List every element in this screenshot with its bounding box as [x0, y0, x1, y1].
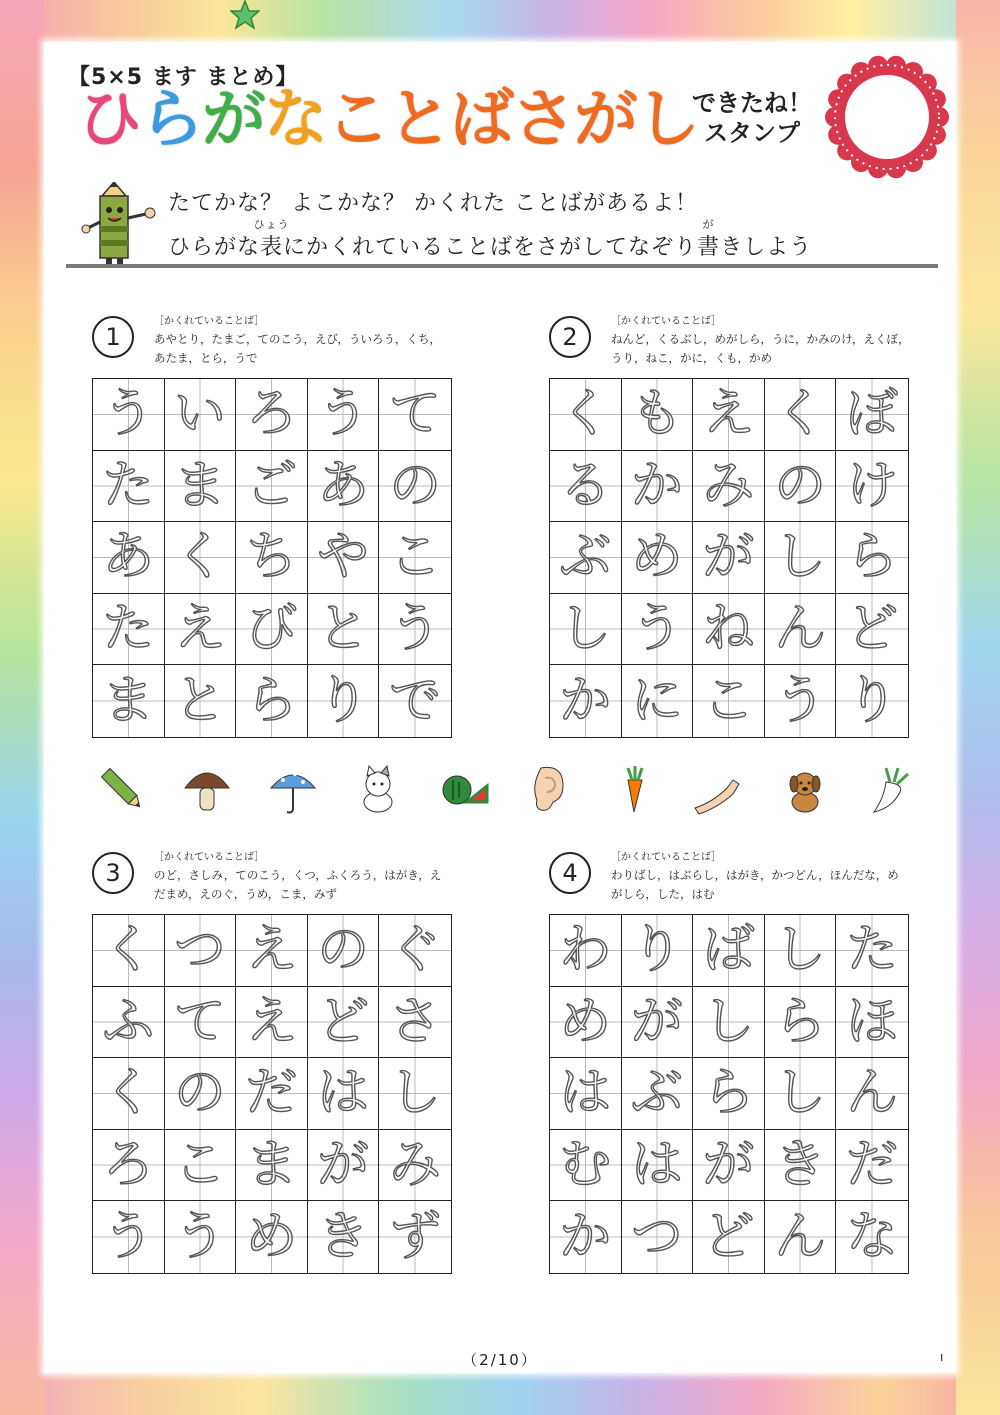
tracing-letter: ん: [774, 1207, 827, 1268]
frame-right: [956, 0, 1000, 1415]
tracing-letter: み: [389, 1135, 442, 1196]
grid-cell: [765, 987, 837, 1059]
tracing-letter: や: [317, 527, 370, 588]
watermelon-icon: [437, 762, 489, 816]
tracing-letter: た: [102, 599, 155, 660]
grid-cell: [622, 1058, 694, 1130]
grid-cell: [836, 379, 908, 451]
grid-cell: [693, 594, 765, 666]
grid-cell: [236, 522, 308, 594]
letter-grid: [92, 378, 452, 738]
grid-cell: [765, 522, 837, 594]
illustration-row: [96, 762, 916, 818]
grid-cell: [765, 1058, 837, 1130]
title-char-ra: ら: [140, 83, 202, 157]
grid-cell: [236, 915, 308, 987]
grid-cell: [379, 1201, 451, 1273]
grid-cell: [693, 451, 765, 523]
grid-cell: [165, 665, 237, 737]
ruby-ga-base: 書: [697, 235, 721, 260]
stamp-label-line2: スタンプ: [704, 119, 800, 147]
tracing-letter: ま: [173, 455, 226, 516]
grid-cell: [308, 987, 380, 1059]
grid-cell: [236, 379, 308, 451]
grid-cell: [165, 451, 237, 523]
tracing-letter: と: [173, 671, 226, 732]
grid-cell: [93, 1058, 165, 1130]
grid-cell: [308, 1201, 380, 1273]
tracing-letter: し: [774, 920, 827, 981]
tracing-letter: さ: [389, 991, 442, 1052]
grid-cell: [622, 1130, 694, 1202]
tracing-letter: ど: [846, 599, 899, 660]
grid-cell: [550, 665, 622, 737]
tracing-letter: ん: [846, 1063, 899, 1124]
tracing-letter: ら: [846, 527, 899, 588]
grid-cell: [165, 987, 237, 1059]
tracing-letter: し: [559, 599, 612, 660]
hidden-words-label: ［かくれていることば］: [611, 316, 722, 327]
grid-cell: [693, 1058, 765, 1130]
grid-cell: [693, 1201, 765, 1273]
instruction-part-c: きしよう: [720, 235, 813, 260]
grid-cell: [165, 1130, 237, 1202]
grid-cell: [765, 1130, 837, 1202]
grid-cell: [308, 522, 380, 594]
tracing-letter: う: [102, 1207, 155, 1268]
grid-cell: [93, 1201, 165, 1273]
tracing-letter: が: [702, 527, 755, 588]
grid-cell: [236, 594, 308, 666]
letter-grid: [92, 914, 452, 1274]
tracing-letter: ろ: [245, 384, 298, 445]
grid-cell: [93, 451, 165, 523]
ear-icon: [523, 762, 575, 816]
grid-cell: [308, 1130, 380, 1202]
grid-cell: [622, 1201, 694, 1273]
tracing-letter: る: [559, 455, 612, 516]
mushroom-icon: [181, 762, 233, 816]
grid-cell: [693, 1130, 765, 1202]
ruby-ga: [697, 218, 721, 261]
tracing-letter: り: [630, 920, 683, 981]
tracing-letter: で: [389, 671, 442, 732]
grid-cell: [693, 915, 765, 987]
tracing-letter: つ: [173, 920, 226, 981]
grid-cell: [308, 665, 380, 737]
tracing-letter: て: [389, 384, 442, 445]
hidden-words-label: ［かくれていることば］: [154, 852, 265, 863]
tracing-letter: わ: [559, 920, 612, 981]
tracing-letter: き: [317, 1207, 370, 1268]
grid-cell: [379, 451, 451, 523]
grid-cell: [379, 1130, 451, 1202]
tracing-letter: む: [559, 1135, 612, 1196]
tracing-letter: え: [173, 599, 226, 660]
umbrella-icon: [267, 762, 319, 816]
ruby-hyou-reading: ひょう: [253, 218, 290, 231]
title-rest: ことばさがし: [326, 83, 698, 157]
star-icon: [230, 0, 260, 30]
grid-cell: [550, 451, 622, 523]
daikon-icon: [864, 762, 916, 816]
grid-cell: [765, 1201, 837, 1273]
grid-cell: [550, 1058, 622, 1130]
dog-icon: [779, 762, 831, 816]
grid-cell: [693, 665, 765, 737]
tracing-letter: り: [317, 671, 370, 732]
grid-cell: [379, 987, 451, 1059]
grid-cell: [93, 987, 165, 1059]
grid-cell: [236, 1201, 308, 1273]
hidden-words-line-2: がしら，した，はむ: [611, 887, 715, 901]
grid-cell: [308, 379, 380, 451]
grid-cell: [693, 522, 765, 594]
grid-cell: [379, 1058, 451, 1130]
tracing-letter: の: [173, 1063, 226, 1124]
grid-cell: [765, 665, 837, 737]
tracing-letter: ん: [774, 599, 827, 660]
page-number: （2/10）: [462, 1351, 538, 1369]
tracing-letter: て: [173, 991, 226, 1052]
tracing-letter: ば: [702, 920, 755, 981]
tracing-letter: う: [102, 384, 155, 445]
puzzle-number: 2: [549, 316, 591, 358]
grid-cell: [836, 1201, 908, 1273]
tracing-letter: な: [846, 1207, 899, 1268]
tracing-letter: だ: [846, 1135, 899, 1196]
grid-cell: [165, 1201, 237, 1273]
tracing-letter: い: [173, 384, 226, 445]
tracing-letter: う: [774, 671, 827, 732]
tracing-letter: は: [317, 1063, 370, 1124]
grid-cell: [165, 1058, 237, 1130]
hidden-words-list: [154, 866, 454, 904]
tracing-letter: ど: [702, 1207, 755, 1268]
grid-cell: [308, 594, 380, 666]
tracing-letter: し: [389, 1063, 442, 1124]
carrot-icon: [608, 762, 660, 816]
tracing-letter: く: [559, 384, 612, 445]
tracing-letter: く: [102, 920, 155, 981]
tracing-letter: う: [389, 599, 442, 660]
worksheet-subtitle: 【5×5 ます まとめ】: [68, 65, 299, 90]
grid-cell: [550, 379, 622, 451]
tracing-letter: え: [245, 920, 298, 981]
pencil-icon: [96, 762, 148, 816]
grid-cell: [165, 594, 237, 666]
grid-cell: [93, 1130, 165, 1202]
instruction-line-1: たてかな？ よこかな？ かくれた ことばがあるよ！: [168, 191, 698, 216]
hidden-words-line-1: あやとり，たまご，てのこう，えび，ういろう，くち，: [154, 332, 442, 346]
grid-cell: [379, 915, 451, 987]
grid-cell: [550, 522, 622, 594]
tracing-letter: う: [173, 1207, 226, 1268]
grid-cell: [93, 665, 165, 737]
tracing-letter: ぼ: [846, 384, 899, 445]
grid-cell: [379, 594, 451, 666]
tracing-letter: こ: [702, 671, 755, 732]
grid-cell: [693, 379, 765, 451]
tracing-letter: か: [559, 671, 612, 732]
hidden-words-line-1: のど，さしみ，てのこう，くつ，ふくろう，はがき，え: [154, 868, 442, 882]
tracing-letter: り: [846, 671, 899, 732]
tracing-letter: の: [774, 455, 827, 516]
frame-left: [0, 0, 44, 1415]
worksheet-title: [78, 83, 698, 157]
grid-cell: [622, 987, 694, 1059]
stamp-label: [692, 88, 812, 148]
hidden-words-list: [611, 866, 911, 904]
tracing-letter: こ: [173, 1135, 226, 1196]
tracing-letter: ぶ: [630, 1063, 683, 1124]
grid-cell: [236, 1058, 308, 1130]
grid-cell: [93, 379, 165, 451]
title-char-ga: が: [202, 83, 264, 157]
frame-bottom: [0, 1373, 1000, 1415]
grid-cell: [693, 987, 765, 1059]
grid-cell: [308, 1058, 380, 1130]
grid-cell: [236, 1130, 308, 1202]
grid-cell: [836, 594, 908, 666]
tracing-letter: こ: [389, 527, 442, 588]
grid-cell: [550, 987, 622, 1059]
grid-cell: [236, 987, 308, 1059]
tracing-letter: う: [317, 384, 370, 445]
grid-cell: [308, 451, 380, 523]
grid-cell: [550, 1130, 622, 1202]
tracing-letter: あ: [317, 455, 370, 516]
grid-cell: [622, 594, 694, 666]
tracing-letter: た: [846, 920, 899, 981]
tracing-letter: が: [630, 991, 683, 1052]
tracing-letter: け: [846, 455, 899, 516]
tracing-letter: ろ: [102, 1135, 155, 1196]
tracing-letter: し: [702, 991, 755, 1052]
tracing-letter: く: [173, 527, 226, 588]
grid-cell: [236, 451, 308, 523]
tracing-letter: ぐ: [389, 920, 442, 981]
tracing-letter: ほ: [846, 991, 899, 1052]
hidden-words-label: ［かくれていることば］: [154, 316, 265, 327]
tracing-letter: う: [630, 599, 683, 660]
grid-cell: [765, 594, 837, 666]
grid-cell: [836, 1130, 908, 1202]
arm-icon: [693, 762, 745, 816]
cat-icon: [352, 762, 404, 816]
grid-cell: [836, 1058, 908, 1130]
grid-cell: [836, 451, 908, 523]
tracing-letter: は: [630, 1135, 683, 1196]
tracing-letter: が: [317, 1135, 370, 1196]
hidden-words-label: ［かくれていることば］: [611, 852, 722, 863]
grid-cell: [550, 594, 622, 666]
tracing-letter: ま: [245, 1135, 298, 1196]
pencil-mascot-icon: [80, 182, 164, 272]
stamp-badge-icon: [822, 52, 952, 182]
tracing-letter: つ: [630, 1207, 683, 1268]
grid-cell: [836, 987, 908, 1059]
puzzle-number: 4: [549, 852, 591, 894]
corner-mark: ı: [940, 1350, 944, 1364]
tracing-letter: め: [245, 1207, 298, 1268]
title-char-hi: ひ: [78, 83, 140, 157]
tracing-letter: ぶ: [559, 527, 612, 588]
grid-cell: [93, 915, 165, 987]
grid-cell: [836, 665, 908, 737]
ruby-ga-reading: が: [702, 218, 715, 231]
grid-cell: [165, 915, 237, 987]
hidden-words-list: [154, 330, 454, 368]
tracing-letter: あ: [102, 527, 155, 588]
instruction-part-b: にかくれていることばをさがしてなぞり: [283, 235, 698, 260]
tracing-letter: の: [317, 920, 370, 981]
tracing-letter: ま: [102, 671, 155, 732]
tracing-letter: め: [559, 991, 612, 1052]
letter-grid: [549, 378, 909, 738]
grid-cell: [379, 665, 451, 737]
grid-cell: [836, 522, 908, 594]
grid-cell: [622, 451, 694, 523]
tracing-letter: く: [774, 384, 827, 445]
ruby-hyou: [253, 218, 290, 261]
tracing-letter: く: [102, 1063, 155, 1124]
tracing-letter: ね: [702, 599, 755, 660]
grid-cell: [93, 522, 165, 594]
grid-cell: [165, 379, 237, 451]
hidden-words-line-2: あたま，とら，うで: [154, 351, 258, 365]
grid-cell: [622, 665, 694, 737]
grid-cell: [165, 522, 237, 594]
tracing-letter: ち: [245, 527, 298, 588]
grid-cell: [765, 451, 837, 523]
grid-cell: [836, 915, 908, 987]
tracing-letter: も: [630, 384, 683, 445]
tracing-letter: ら: [702, 1063, 755, 1124]
tracing-letter: き: [774, 1135, 827, 1196]
grid-cell: [308, 915, 380, 987]
tracing-letter: は: [559, 1063, 612, 1124]
tracing-letter: ふ: [102, 991, 155, 1052]
tracing-letter: め: [630, 527, 683, 588]
tracing-letter: み: [702, 455, 755, 516]
tracing-letter: ご: [245, 455, 298, 516]
tracing-letter: え: [702, 384, 755, 445]
tracing-letter: に: [630, 671, 683, 732]
tracing-letter: し: [774, 527, 827, 588]
tracing-letter: ら: [774, 991, 827, 1052]
tracing-letter: の: [389, 455, 442, 516]
hidden-words-line-2: うり，ねこ，かに，くも，かめ: [611, 351, 772, 365]
grid-cell: [93, 594, 165, 666]
tracing-letter: か: [559, 1207, 612, 1268]
grid-cell: [379, 522, 451, 594]
hidden-words-list: [611, 330, 911, 368]
stamp-label-line1: できたね！: [692, 89, 812, 117]
frame-top: [0, 0, 1000, 42]
grid-cell: [622, 522, 694, 594]
grid-cell: [550, 1201, 622, 1273]
instruction-part-a: ひらがな: [168, 235, 261, 260]
tracing-letter: ず: [389, 1207, 442, 1268]
instruction-line-2: [168, 218, 813, 261]
title-char-na: な: [264, 83, 326, 157]
grid-cell: [622, 915, 694, 987]
divider-rule: [66, 264, 938, 268]
tracing-letter: び: [245, 599, 298, 660]
hidden-words-line-1: ねんど，くるぶし，めがしら，うに，かみのけ，えくぼ，: [611, 332, 910, 346]
hidden-words-line-2: だまめ，えのぐ，うめ，こま，みず: [154, 887, 337, 901]
puzzle-number: 3: [92, 852, 134, 894]
puzzle-number: 1: [92, 316, 134, 358]
ruby-hyou-base: 表: [260, 235, 284, 260]
grid-cell: [236, 665, 308, 737]
tracing-letter: だ: [245, 1063, 298, 1124]
grid-cell: [765, 379, 837, 451]
tracing-letter: と: [317, 599, 370, 660]
tracing-letter: ど: [317, 991, 370, 1052]
tracing-letter: え: [245, 991, 298, 1052]
tracing-letter: が: [702, 1135, 755, 1196]
tracing-letter: ら: [245, 671, 298, 732]
tracing-letter: た: [102, 455, 155, 516]
grid-cell: [765, 915, 837, 987]
letter-grid: [549, 914, 909, 1274]
tracing-letter: し: [774, 1063, 827, 1124]
hidden-words-line-1: わりばし，はぶらし，はがき，かつどん，ほんだな，め: [611, 868, 899, 882]
grid-cell: [622, 379, 694, 451]
grid-cell: [550, 915, 622, 987]
tracing-letter: か: [630, 455, 683, 516]
grid-cell: [379, 379, 451, 451]
